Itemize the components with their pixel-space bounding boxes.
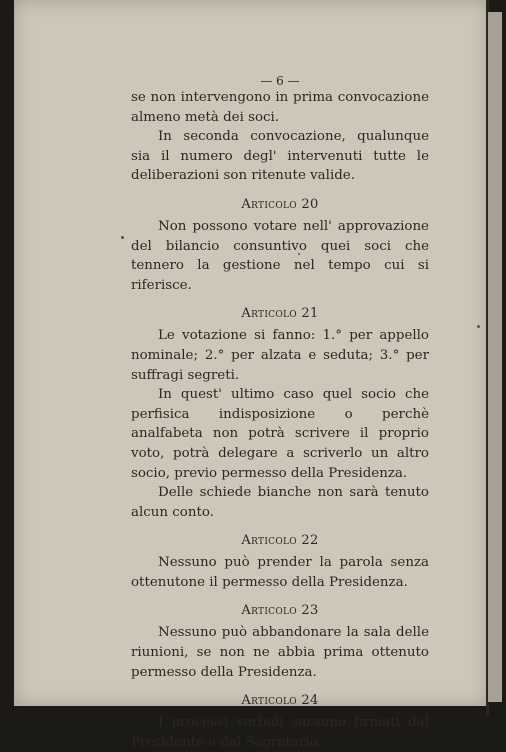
paragraph: Delle schiede bianche non sarà tenuto alcun conto. [131, 485, 429, 520]
article-heading: Articolo 24 [241, 693, 319, 709]
paragraph: Nessuno può abbandonare la sala delle riunioni, se non ne abbia prima ottenuto permesso della Presidenza. [131, 625, 429, 680]
paper-speck [121, 236, 124, 239]
document-text [131, 74, 429, 752]
article-heading: Articolo 20 [241, 196, 319, 212]
paper-speck [477, 325, 480, 328]
article-heading: Articolo 22 [241, 533, 319, 549]
page-number: — 6 — [260, 74, 300, 88]
paragraph: I processi verbali saranno firmati dal Presidente e dal Segretario. [131, 715, 429, 750]
document-body [131, 88, 429, 752]
paragraph: Non possono votare nell' approvazione del bilancio consuntivo quei soci che tennero la gestione nel tempo cui si riferisce. [131, 218, 429, 293]
paragraph: In quest' ultimo caso quel socio che perfisica indisposizione o perchè analfabeta non potrà scrivere il proprio voto, potrà delegare a scriverlo un altro socio, previo permesso della Presidenza. [131, 387, 429, 481]
paragraph: In seconda convocazione, qualunque sia il numero degl' intervenuti tutte le deliberazioni son ritenute valide. [131, 129, 429, 184]
paragraph: se non intervengono in prima convocazione almeno metà dei soci. [131, 90, 429, 125]
article-heading: Articolo 23 [241, 603, 319, 619]
article-heading: Articolo 21 [241, 306, 319, 322]
paragraph: Nessuno può prender la parola senza ottenutone il permesso della Presidenza. [131, 555, 429, 590]
next-page-edge [488, 12, 502, 702]
paragraph: Le votazione si fanno: 1.° per appello nominale; 2.° per alzata e seduta; 3.° per suffragi segreti. [131, 328, 429, 383]
